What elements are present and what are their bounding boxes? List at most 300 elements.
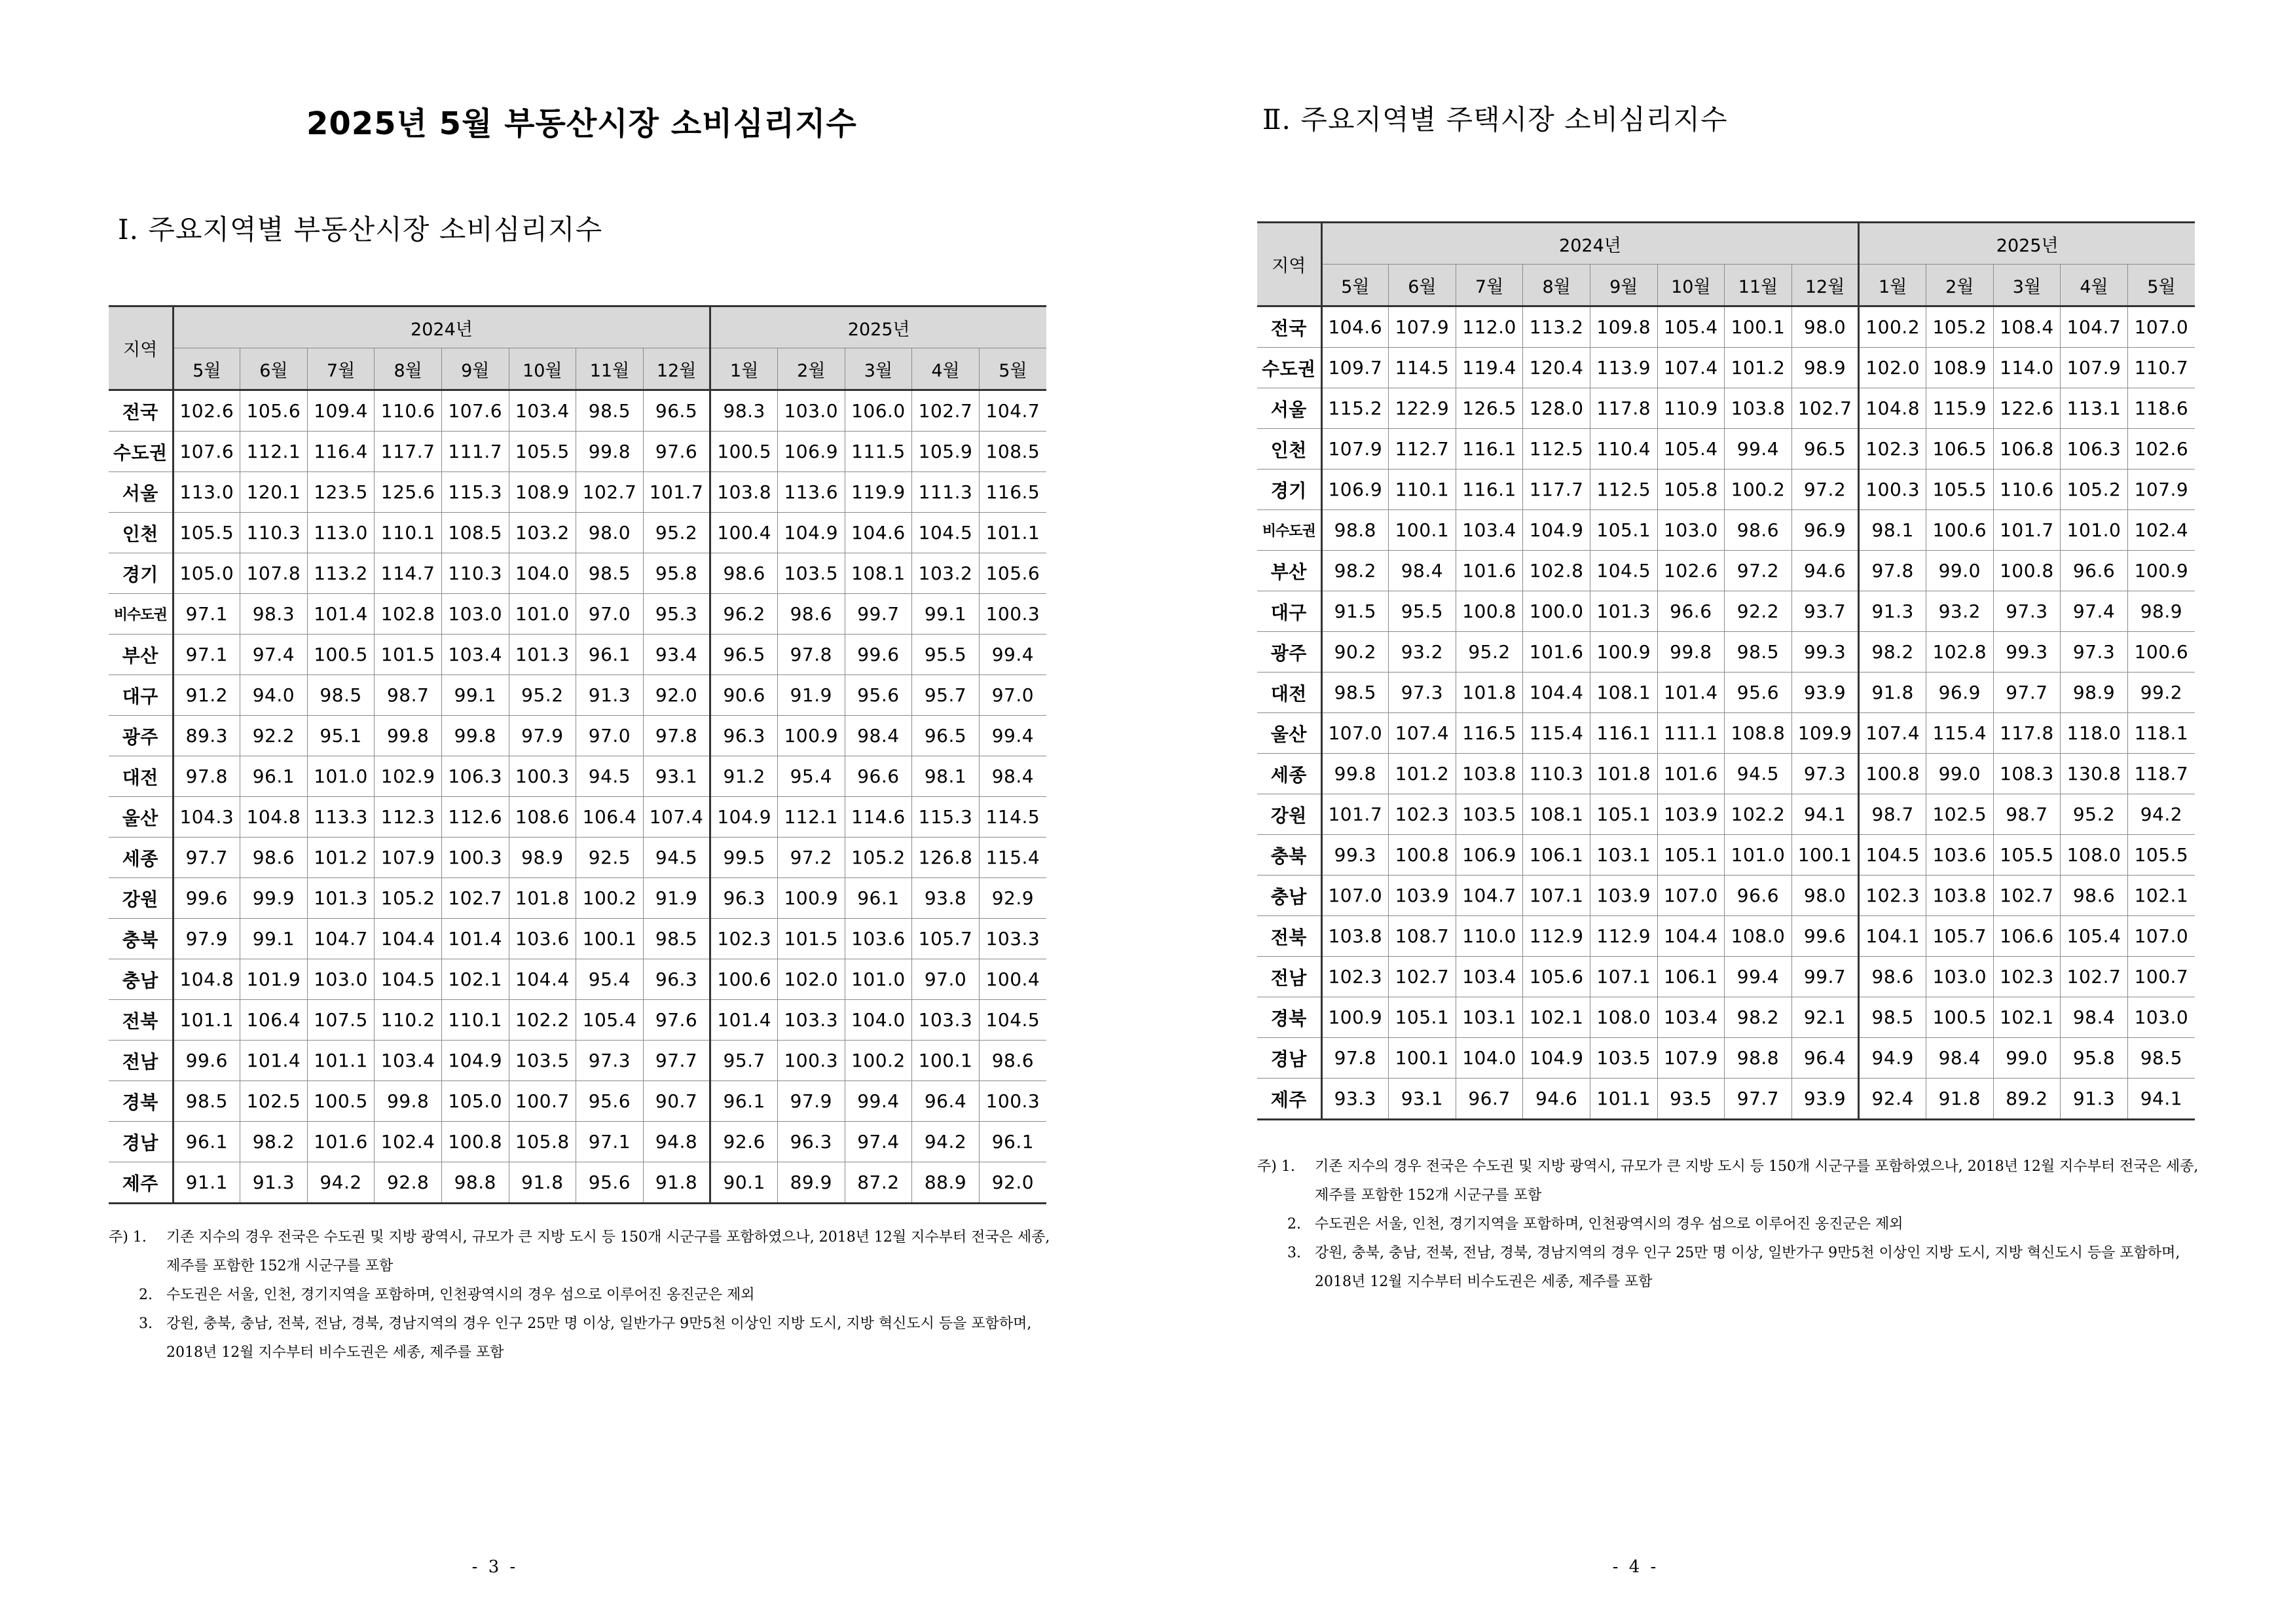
month-header: 6월 <box>1389 265 1456 306</box>
index-value: 107.4 <box>1389 713 1456 754</box>
table-row <box>1257 1079 2195 1120</box>
footnote-number: 3. <box>139 1316 153 1332</box>
index-value: 96.9 <box>1926 673 1993 713</box>
index-value: 99.8 <box>1321 754 1389 794</box>
index-value: 89.2 <box>1993 1079 2061 1120</box>
index-value: 96.1 <box>173 1122 240 1162</box>
table-row <box>1257 916 2195 957</box>
index-value: 100.6 <box>1926 510 1993 551</box>
table-row <box>109 838 1046 878</box>
index-value: 102.7 <box>2061 957 2128 997</box>
index-value: 115.4 <box>1926 713 1993 754</box>
index-value: 100.5 <box>1926 997 1993 1038</box>
index-value: 104.8 <box>173 959 240 1000</box>
index-value: 108.5 <box>441 513 509 553</box>
index-value: 98.1 <box>912 756 980 797</box>
index-value: 101.0 <box>509 594 576 635</box>
index-value: 103.0 <box>307 959 375 1000</box>
index-value: 103.4 <box>1456 510 1523 551</box>
region-name: 충남 <box>109 959 173 1000</box>
index-value: 100.2 <box>1859 306 1926 348</box>
index-value: 109.7 <box>1321 348 1389 388</box>
footnote-item <box>1257 1153 2200 1210</box>
index-value: 98.4 <box>1926 1038 1993 1079</box>
index-value: 99.4 <box>1725 429 1792 470</box>
table-row <box>1257 591 2195 632</box>
index-value: 96.6 <box>2061 551 2128 591</box>
region-name: 울산 <box>109 797 173 838</box>
table-row <box>1257 794 2195 835</box>
index-value: 110.2 <box>375 1000 442 1041</box>
index-value: 95.8 <box>2061 1038 2128 1079</box>
index-value: 106.1 <box>1657 957 1725 997</box>
footnote-text: 기존 지수의 경우 전국은 수도권 및 지방 광역시, 규모가 큰 지방 도시 등 150개 시군구를 포함하였으나, 2018년 12월 지수부터 전국은 세종, 제주를 포함한 152개 시군구를 포함 <box>1315 1158 2199 1204</box>
page-number: - 3 - <box>471 1557 519 1577</box>
index-value: 110.9 <box>1657 388 1725 429</box>
index-value: 92.0 <box>643 675 710 716</box>
index-value: 104.0 <box>509 553 576 594</box>
index-value: 112.9 <box>1523 916 1590 957</box>
index-value: 107.6 <box>441 390 509 432</box>
footnote-text: 수도권은 서울, 인천, 경기지역을 포함하며, 인천광역시의 경우 섬으로 이루어진 옹진군은 제외 <box>1315 1216 1903 1232</box>
index-value: 107.4 <box>1657 348 1725 388</box>
index-value: 113.9 <box>1590 348 1657 388</box>
index-value: 102.6 <box>2127 429 2195 470</box>
region-name: 충남 <box>1257 876 1321 916</box>
table-row <box>1257 835 2195 876</box>
index-value: 98.6 <box>2061 876 2128 916</box>
index-value: 100.3 <box>1859 470 1926 510</box>
index-value: 104.6 <box>845 513 912 553</box>
index-value: 91.3 <box>1859 591 1926 632</box>
index-value: 93.5 <box>1657 1079 1725 1120</box>
index-value: 109.9 <box>1791 713 1859 754</box>
index-value: 105.8 <box>1657 470 1725 510</box>
index-value: 100.1 <box>1389 510 1456 551</box>
index-value: 98.5 <box>307 675 375 716</box>
index-value: 95.2 <box>509 675 576 716</box>
index-value: 95.8 <box>643 553 710 594</box>
index-value: 105.7 <box>1926 916 1993 957</box>
index-value: 107.9 <box>1389 306 1456 348</box>
region-name: 제주 <box>1257 1079 1321 1120</box>
index-value: 96.4 <box>912 1081 980 1122</box>
region-name: 전남 <box>1257 957 1321 997</box>
index-value: 98.2 <box>1859 632 1926 673</box>
index-value: 103.8 <box>1456 754 1523 794</box>
index-value: 98.9 <box>1791 348 1859 388</box>
index-value: 99.9 <box>240 878 308 919</box>
region-name: 비수도권 <box>1257 510 1321 551</box>
index-value: 112.0 <box>1456 306 1523 348</box>
index-value: 98.6 <box>1725 510 1792 551</box>
index-value: 103.4 <box>1456 957 1523 997</box>
index-value: 113.2 <box>307 553 375 594</box>
index-value: 113.1 <box>2061 388 2128 429</box>
region-name: 대구 <box>109 675 173 716</box>
index-value: 112.6 <box>441 797 509 838</box>
index-value: 94.5 <box>576 756 644 797</box>
index-value: 103.3 <box>912 1000 980 1041</box>
page-number: - 4 - <box>1612 1557 1659 1577</box>
index-value: 105.1 <box>1657 835 1725 876</box>
index-value: 97.8 <box>173 756 240 797</box>
table-row <box>109 716 1046 756</box>
index-value: 105.6 <box>240 390 308 432</box>
index-value: 101.8 <box>1456 673 1523 713</box>
index-value: 98.4 <box>845 716 912 756</box>
index-value: 98.0 <box>1791 306 1859 348</box>
index-value: 100.9 <box>777 716 845 756</box>
region-name: 세종 <box>1257 754 1321 794</box>
index-value: 95.2 <box>2061 794 2128 835</box>
footnotes <box>109 1223 1052 1367</box>
footnote-number: 2. <box>139 1287 153 1303</box>
index-value: 91.9 <box>643 878 710 919</box>
month-header: 6월 <box>240 348 308 390</box>
index-value: 102.5 <box>240 1081 308 1122</box>
region-name: 전북 <box>1257 916 1321 957</box>
index-value: 95.6 <box>1725 673 1792 713</box>
index-value: 91.2 <box>173 675 240 716</box>
index-value: 96.6 <box>1657 591 1725 632</box>
region-name: 경기 <box>109 553 173 594</box>
table-row <box>109 432 1046 472</box>
index-value: 91.3 <box>240 1162 308 1204</box>
index-value: 99.6 <box>1791 916 1859 957</box>
index-value: 107.0 <box>1321 713 1389 754</box>
index-value: 112.5 <box>1590 470 1657 510</box>
index-value: 116.1 <box>1456 470 1523 510</box>
footnote-item <box>109 1223 1052 1281</box>
index-value: 110.7 <box>2127 348 2195 388</box>
index-value: 114.6 <box>845 797 912 838</box>
index-value: 103.1 <box>1456 997 1523 1038</box>
index-value: 114.7 <box>375 553 442 594</box>
index-value: 103.8 <box>1321 916 1389 957</box>
month-header: 4월 <box>912 348 980 390</box>
index-value: 106.9 <box>777 432 845 472</box>
index-value: 94.2 <box>912 1122 980 1162</box>
index-value: 98.6 <box>1859 957 1926 997</box>
index-value: 94.9 <box>1859 1038 1926 1079</box>
index-value: 98.2 <box>1321 551 1389 591</box>
index-value: 103.6 <box>509 919 576 959</box>
index-value: 104.4 <box>375 919 442 959</box>
index-value: 103.0 <box>777 390 845 432</box>
index-value: 106.9 <box>1321 470 1389 510</box>
index-value: 97.3 <box>1389 673 1456 713</box>
index-value: 100.3 <box>979 1081 1046 1122</box>
index-value: 99.7 <box>845 594 912 635</box>
index-value: 93.9 <box>1791 1079 1859 1120</box>
index-value: 90.7 <box>643 1081 710 1122</box>
index-value: 101.2 <box>1725 348 1792 388</box>
index-value: 118.7 <box>2127 754 2195 794</box>
index-value: 101.7 <box>1321 794 1389 835</box>
index-value: 112.1 <box>240 432 308 472</box>
index-value: 123.5 <box>307 472 375 513</box>
table-row <box>109 756 1046 797</box>
index-value: 94.6 <box>1791 551 1859 591</box>
index-value: 110.0 <box>1456 916 1523 957</box>
region-name: 강원 <box>109 878 173 919</box>
index-value: 99.3 <box>1993 632 2061 673</box>
index-value: 98.5 <box>1321 673 1389 713</box>
index-value: 104.5 <box>1859 835 1926 876</box>
region-name: 부산 <box>109 635 173 675</box>
index-value: 102.3 <box>1321 957 1389 997</box>
index-value: 103.5 <box>777 553 845 594</box>
index-value: 115.3 <box>912 797 980 838</box>
index-value: 104.9 <box>1523 1038 1590 1079</box>
index-value: 109.8 <box>1590 306 1657 348</box>
table-row <box>109 635 1046 675</box>
index-value: 105.4 <box>1657 306 1725 348</box>
index-value: 107.0 <box>2127 916 2195 957</box>
index-value: 116.5 <box>1456 713 1523 754</box>
index-value: 102.1 <box>441 959 509 1000</box>
table-row <box>109 959 1046 1000</box>
table-row <box>1257 1038 2195 1079</box>
index-value: 97.1 <box>173 635 240 675</box>
region-name: 충북 <box>1257 835 1321 876</box>
index-value: 97.0 <box>576 594 644 635</box>
month-header: 1월 <box>1859 265 1926 306</box>
index-value: 100.9 <box>777 878 845 919</box>
index-value: 99.1 <box>912 594 980 635</box>
index-value: 103.8 <box>1725 388 1792 429</box>
month-header: 12월 <box>643 348 710 390</box>
index-value: 96.1 <box>576 635 644 675</box>
index-value: 108.0 <box>1725 916 1792 957</box>
index-value: 98.5 <box>1859 997 1926 1038</box>
index-value: 98.8 <box>1321 510 1389 551</box>
index-value: 105.7 <box>912 919 980 959</box>
index-value: 108.4 <box>1993 306 2061 348</box>
index-value: 107.1 <box>1523 876 1590 916</box>
index-value: 96.1 <box>710 1081 778 1122</box>
index-value: 103.4 <box>1657 997 1725 1038</box>
index-value: 93.3 <box>1321 1079 1389 1120</box>
index-value: 108.7 <box>1389 916 1456 957</box>
region-name: 인천 <box>109 513 173 553</box>
index-value: 107.9 <box>2061 348 2128 388</box>
index-value: 107.5 <box>307 1000 375 1041</box>
index-value: 97.7 <box>1725 1079 1792 1120</box>
index-value: 98.8 <box>441 1162 509 1204</box>
index-value: 102.3 <box>1859 876 1926 916</box>
footnote-item <box>109 1281 1052 1310</box>
index-value: 105.5 <box>173 513 240 553</box>
index-value: 95.6 <box>845 675 912 716</box>
index-value: 116.1 <box>1590 713 1657 754</box>
index-value: 91.8 <box>1859 673 1926 713</box>
index-value: 93.2 <box>1926 591 1993 632</box>
index-value: 94.1 <box>2127 1079 2195 1120</box>
index-value: 94.2 <box>307 1162 375 1204</box>
index-value: 92.1 <box>1791 997 1859 1038</box>
table-row <box>1257 997 2195 1038</box>
index-value: 122.9 <box>1389 388 1456 429</box>
index-value: 99.5 <box>710 838 778 878</box>
region-name: 전국 <box>109 390 173 432</box>
table-row <box>109 472 1046 513</box>
index-value: 103.3 <box>777 1000 845 1041</box>
region-name: 세종 <box>109 838 173 878</box>
index-value: 101.3 <box>307 878 375 919</box>
index-value: 100.6 <box>2127 632 2195 673</box>
index-value: 103.2 <box>912 553 980 594</box>
index-value: 100.3 <box>979 594 1046 635</box>
region-name: 대전 <box>109 756 173 797</box>
index-value: 93.1 <box>1389 1079 1456 1120</box>
year-header-2024: 2024년 <box>173 306 710 348</box>
index-value: 99.1 <box>441 675 509 716</box>
index-value: 97.7 <box>1993 673 2061 713</box>
index-value: 92.4 <box>1859 1079 1926 1120</box>
index-value: 97.2 <box>1791 470 1859 510</box>
index-value: 100.8 <box>1389 835 1456 876</box>
month-header: 9월 <box>1590 265 1657 306</box>
index-value: 99.0 <box>1926 754 1993 794</box>
index-value: 97.2 <box>777 838 845 878</box>
index-value: 120.4 <box>1523 348 1590 388</box>
index-value: 97.8 <box>643 716 710 756</box>
index-value: 104.9 <box>1523 510 1590 551</box>
index-value: 102.0 <box>1859 348 1926 388</box>
index-value: 90.1 <box>710 1162 778 1204</box>
index-value: 107.1 <box>1590 957 1657 997</box>
index-value: 98.5 <box>576 553 644 594</box>
index-value: 95.5 <box>1389 591 1456 632</box>
index-value: 108.9 <box>1926 348 1993 388</box>
index-value: 104.5 <box>912 513 980 553</box>
index-value: 119.9 <box>845 472 912 513</box>
index-value: 94.2 <box>2127 794 2195 835</box>
index-value: 97.8 <box>1321 1038 1389 1079</box>
index-value: 104.3 <box>173 797 240 838</box>
index-value: 101.6 <box>1523 632 1590 673</box>
index-value: 99.2 <box>2127 673 2195 713</box>
region-name: 경남 <box>109 1122 173 1162</box>
index-value: 91.8 <box>509 1162 576 1204</box>
index-value: 98.9 <box>2061 673 2128 713</box>
index-value: 95.7 <box>912 675 980 716</box>
month-header: 7월 <box>307 348 375 390</box>
index-value: 100.2 <box>576 878 644 919</box>
real-estate-index-table <box>109 305 1046 1204</box>
index-value: 97.3 <box>1791 754 1859 794</box>
index-value: 110.3 <box>1523 754 1590 794</box>
index-value: 96.1 <box>240 756 308 797</box>
index-value: 105.1 <box>1590 510 1657 551</box>
index-value: 98.0 <box>1791 876 1859 916</box>
index-value: 110.1 <box>375 513 442 553</box>
index-value: 99.8 <box>441 716 509 756</box>
index-value: 97.0 <box>979 675 1046 716</box>
table-row <box>1257 306 2195 348</box>
index-value: 103.9 <box>1590 876 1657 916</box>
index-value: 105.0 <box>441 1081 509 1122</box>
index-value: 99.0 <box>1993 1038 2061 1079</box>
index-value: 103.4 <box>509 390 576 432</box>
footnote-text: 기존 지수의 경우 전국은 수도권 및 지방 광역시, 규모가 큰 지방 도시 등 150개 시군구를 포함하였으나, 2018년 12월 지수부터 전국은 세종, 제주를 포함한 152개 시군구를 포함 <box>166 1229 1050 1274</box>
index-value: 99.8 <box>375 1081 442 1122</box>
index-value: 101.5 <box>375 635 442 675</box>
index-value: 105.4 <box>1657 429 1725 470</box>
index-value: 112.9 <box>1590 916 1657 957</box>
index-value: 96.3 <box>643 959 710 1000</box>
index-value: 100.8 <box>1859 754 1926 794</box>
month-header: 10월 <box>1657 265 1725 306</box>
index-value: 126.8 <box>912 838 980 878</box>
index-value: 101.9 <box>240 959 308 1000</box>
index-value: 110.6 <box>1993 470 2061 510</box>
table-row <box>1257 429 2195 470</box>
index-value: 105.5 <box>1926 470 1993 510</box>
index-value: 111.7 <box>441 432 509 472</box>
index-value: 103.4 <box>441 635 509 675</box>
index-value: 98.5 <box>576 390 644 432</box>
index-value: 92.6 <box>710 1122 778 1162</box>
index-value: 104.5 <box>1590 551 1657 591</box>
index-value: 101.1 <box>1590 1079 1657 1120</box>
index-value: 102.3 <box>1859 429 1926 470</box>
index-value: 98.4 <box>2061 997 2128 1038</box>
index-value: 98.7 <box>375 675 442 716</box>
index-value: 105.8 <box>509 1122 576 1162</box>
index-value: 100.7 <box>509 1081 576 1122</box>
footnote-text: 강원, 충북, 충남, 전북, 전남, 경북, 경남지역의 경우 인구 25만 명 이상, 일반가구 9만5천 이상인 지방 도시, 지방 혁신도시 등을 포함하며, 2018년 12월 지수부터 비수도권은 세종, 제주를 포함 <box>1315 1245 2180 1290</box>
index-value: 101.7 <box>1993 510 2061 551</box>
index-value: 113.0 <box>307 513 375 553</box>
region-name: 강원 <box>1257 794 1321 835</box>
footnote-item <box>1257 1210 2200 1239</box>
index-value: 105.2 <box>2061 470 2128 510</box>
index-value: 91.1 <box>173 1162 240 1204</box>
region-name: 경남 <box>1257 1038 1321 1079</box>
index-value: 103.6 <box>845 919 912 959</box>
index-value: 98.6 <box>979 1041 1046 1081</box>
index-value: 106.8 <box>1993 429 2061 470</box>
index-value: 100.9 <box>1321 997 1389 1038</box>
index-value: 101.6 <box>307 1122 375 1162</box>
month-header: 7월 <box>1456 265 1523 306</box>
index-value: 97.9 <box>777 1081 845 1122</box>
index-value: 100.5 <box>307 635 375 675</box>
index-value: 106.1 <box>1523 835 1590 876</box>
index-value: 100.4 <box>979 959 1046 1000</box>
index-value: 98.6 <box>240 838 308 878</box>
index-value: 95.4 <box>777 756 845 797</box>
index-value: 106.4 <box>576 797 644 838</box>
index-value: 107.9 <box>1657 1038 1725 1079</box>
index-value: 112.7 <box>1389 429 1456 470</box>
index-value: 97.4 <box>845 1122 912 1162</box>
index-value: 102.7 <box>1791 388 1859 429</box>
index-value: 128.0 <box>1523 388 1590 429</box>
index-value: 102.3 <box>710 919 778 959</box>
index-value: 102.2 <box>1725 794 1792 835</box>
index-value: 113.0 <box>173 472 240 513</box>
index-value: 92.2 <box>240 716 308 756</box>
index-value: 97.4 <box>240 635 308 675</box>
index-value: 106.9 <box>1456 835 1523 876</box>
index-value: 109.4 <box>307 390 375 432</box>
index-value: 97.7 <box>643 1041 710 1081</box>
index-value: 95.1 <box>307 716 375 756</box>
